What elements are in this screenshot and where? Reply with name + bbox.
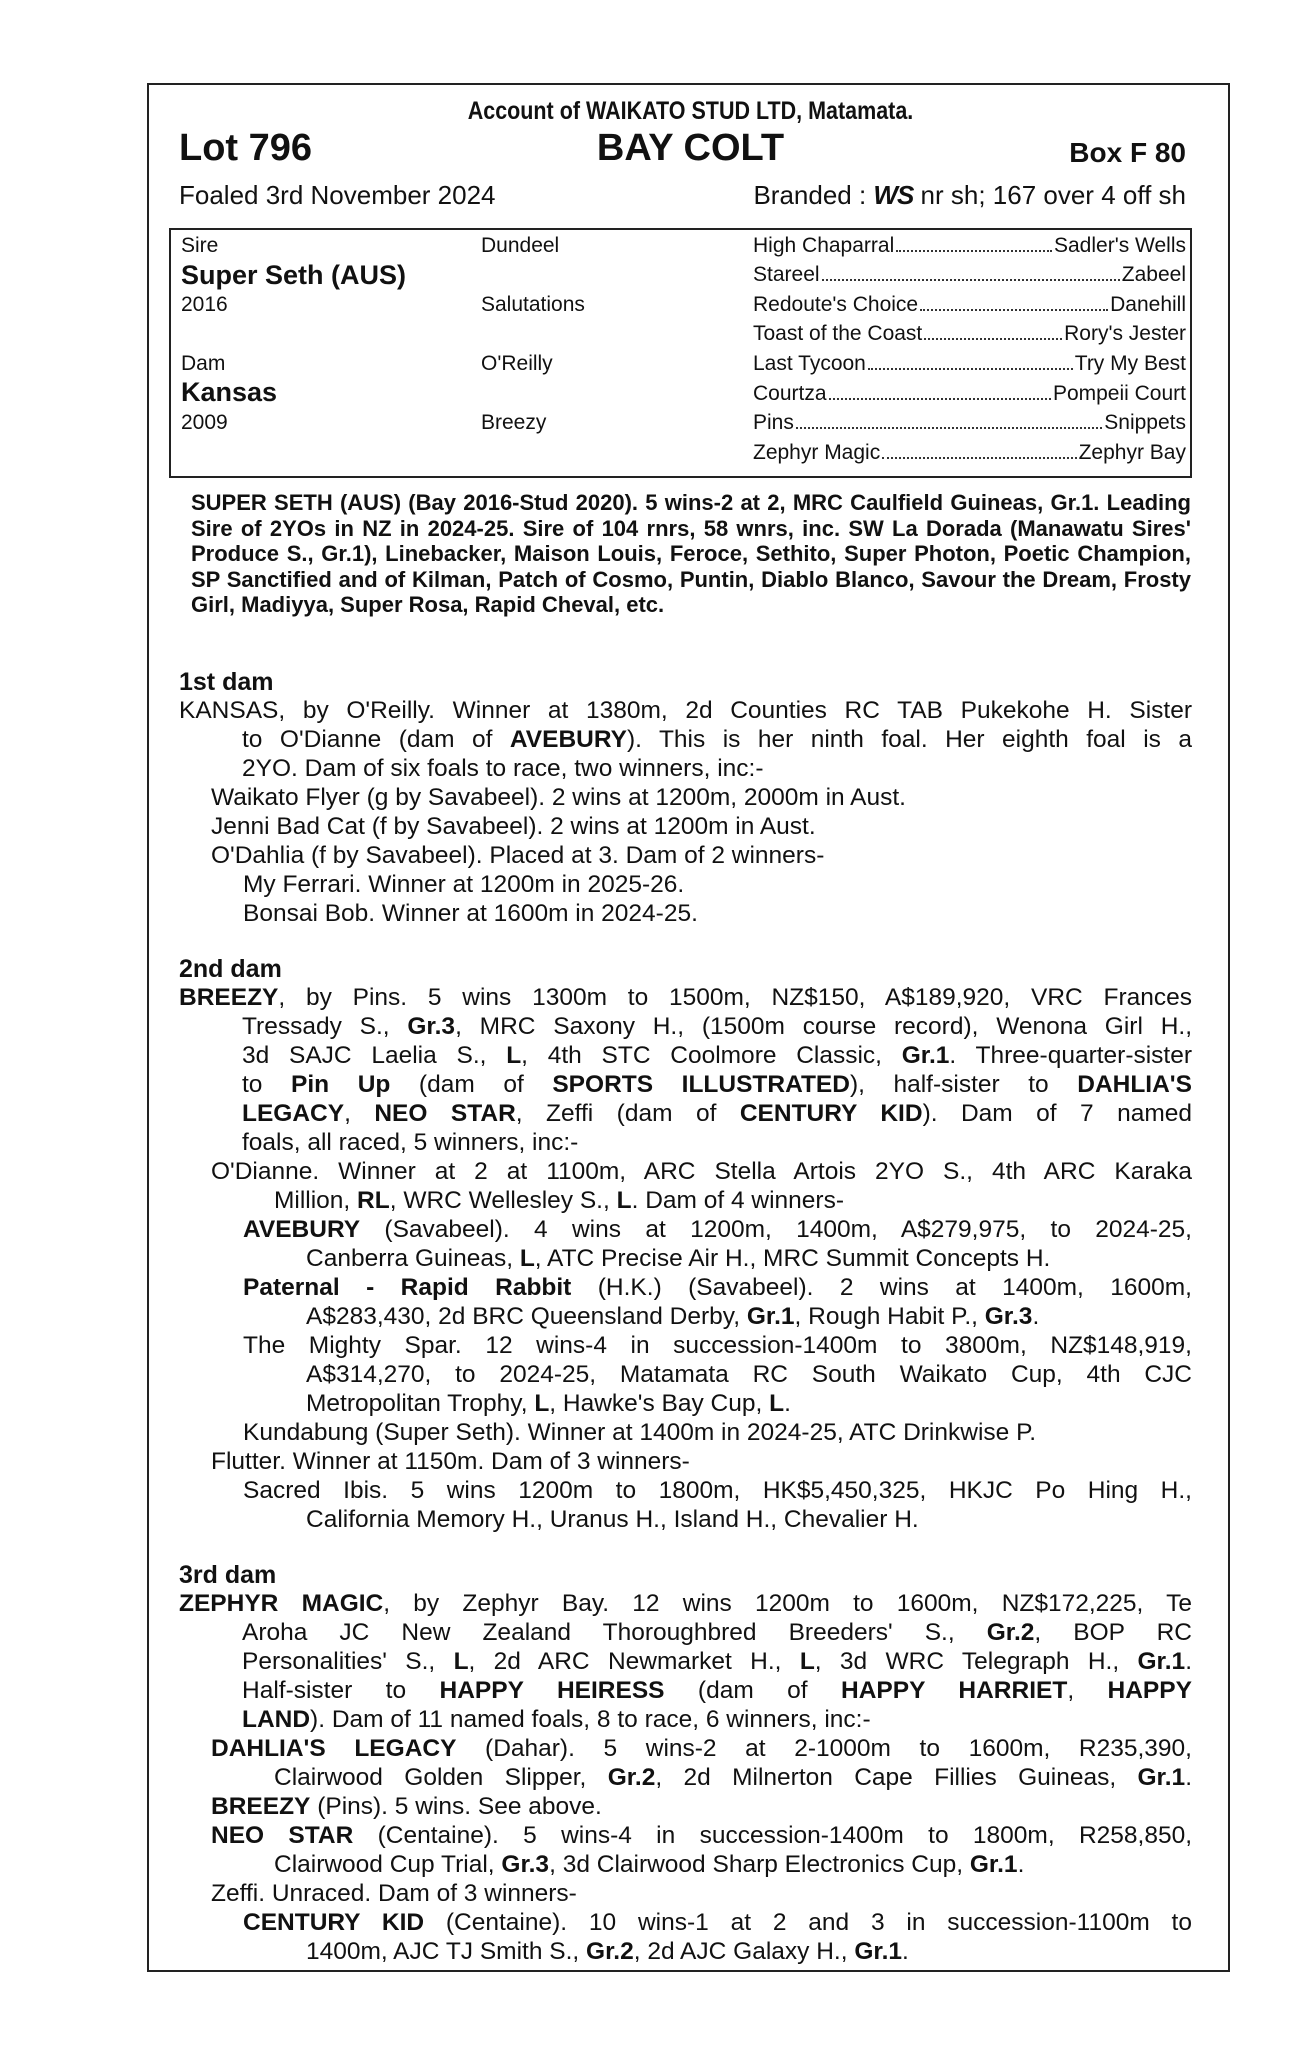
dam-year: 2009 — [181, 411, 228, 434]
grandparent-row: Stareel Zabeel — [753, 263, 1186, 286]
first-dam-grandprogeny: Bonsai Bob. Winner at 1600m in 2024-25. — [243, 900, 698, 927]
third-dam-progeny: DAHLIA'S LEGACY (Dahar). 5 wins-2 at 2-1000m to 1600m, R235,390, — [211, 1735, 1192, 1762]
second-dam-progeny: Flutter. Winner at 1150m. Dam of 3 winners- — [211, 1448, 690, 1475]
second-dam-grandprogeny: Metropolitan Trophy, L, Hawke's Bay Cup, L. — [306, 1390, 791, 1417]
dam-sire: O'Reilly — [481, 352, 553, 375]
catalogue-page — [147, 83, 1230, 1972]
second-dam-line: foals, all raced, 5 winners, inc:- — [242, 1129, 579, 1156]
second-dam-line: BREEZY, by Pins. 5 wins 1300m to 1500m, NZ$150, A$189,920, VRC Frances — [179, 984, 1192, 1011]
second-dam-line: to Pin Up (dam of SPORTS ILLUSTRATED), half-sister to DAHLIA'S — [242, 1071, 1192, 1098]
lot-number: Lot 796 — [179, 127, 313, 169]
foaled-date: Foaled 3rd November 2024 — [179, 180, 496, 210]
first-dam-line: KANSAS, by O'Reilly. Winner at 1380m, 2d Counties RC TAB Pukekohe H. Sister — [179, 697, 1192, 724]
first-dam-progeny: Waikato Flyer (g by Savabeel). 2 wins at 1200m, 2000m in Aust. — [211, 784, 906, 811]
grandparent-row: Toast of the Coast Rory's Jester — [753, 322, 1186, 345]
sire-summary: SUPER SETH (AUS) (Bay 2016-Stud 2020). 5 wins-2 at 2, MRC Caulfield Guineas, Gr.1. Leading Sire of 2YOs in NZ in 2024-25. Sire of 104 rnrs, 58 wnrs, inc. SW La Dorada (Manawatu Sires' Produce S., Gr.1), Linebacker, Maison Louis, Feroce, Sethito, Super Photon, Poetic Champion, SP Sanctified and of Kilman, Patch of Cosmo, Puntin, Diablo Blanco, Savour the Dream, Frosty Girl, Madiyya, Super Rosa, Rapid Cheval, etc. — [191, 490, 1191, 617]
first-dam-line: 2YO. Dam of six foals to race, two winners, inc:- — [242, 755, 764, 782]
sire-name: Super Seth (AUS) — [181, 260, 407, 290]
third-dam-grandprogeny: CENTURY KID (Centaine). 10 wins-1 at 2 and 3 in succession-1100m to — [243, 1909, 1192, 1936]
second-dam-grandprogeny: Sacred Ibis. 5 wins 1200m to 1800m, HK$5,450,325, HKJC Po Hing H., — [243, 1477, 1192, 1504]
third-dam-progeny: BREEZY (Pins). 5 wins. See above. — [211, 1793, 602, 1820]
third-dam-line: Personalities' S., L, 2d ARC Newmarket H., L, 3d WRC Telegraph H., Gr.1. — [242, 1648, 1192, 1675]
first-dam-progeny: Jenni Bad Cat (f by Savabeel). 2 wins at 1200m in Aust. — [211, 813, 816, 840]
box-number: Box F 80 — [1069, 137, 1186, 168]
grandparent-row: Last Tycoon Try My Best — [753, 352, 1186, 375]
third-dam-progeny: Clairwood Golden Slipper, Gr.2, 2d Milnerton Cape Fillies Guineas, Gr.1. — [274, 1764, 1192, 1791]
second-dam-grandprogeny: AVEBURY (Savabeel). 4 wins at 1200m, 1400m, A$279,975, to 2024-25, — [243, 1216, 1192, 1243]
second-dam-grandprogeny: A$283,430, 2d BRC Queensland Derby, Gr.1, Rough Habit P., Gr.3. — [306, 1303, 1040, 1330]
sire-label: Sire — [181, 234, 219, 257]
dam-label: Dam — [181, 352, 226, 375]
second-dam-grandprogeny: Paternal - Rapid Rabbit (H.K.) (Savabeel). 2 wins at 1400m, 1600m, — [243, 1274, 1192, 1301]
second-dam-grandprogeny: The Mighty Spar. 12 wins-4 in succession-1400m to 3800m, NZ$148,919, — [243, 1332, 1192, 1359]
second-dam-line: Tressady S., Gr.3, MRC Saxony H., (1500m course record), Wenona Girl H., — [242, 1013, 1192, 1040]
second-dam-line: 3d SAJC Laelia S., L, 4th STC Coolmore Classic, Gr.1. Three-quarter-sister — [242, 1042, 1193, 1069]
branded-info: Branded : WS nr sh; 167 over 4 off sh — [753, 180, 1186, 210]
third-dam-line: LAND). Dam of 11 named foals, 8 to race, 6 winners, inc:- — [242, 1706, 871, 1733]
third-dam-grandprogeny: 1400m, AJC TJ Smith S., Gr.2, 2d AJC Galaxy H., Gr.1. — [306, 1938, 909, 1965]
sire-sire: Dundeel — [481, 234, 560, 257]
grandparent-row: Redoute's Choice Danehill — [753, 293, 1186, 316]
grandparent-row: Zephyr Magic Zephyr Bay — [753, 441, 1186, 464]
first-dam-heading: 1st dam — [179, 668, 274, 696]
horse-title: BAY COLT — [596, 127, 785, 169]
second-dam-grandprogeny: A$314,270, to 2024-25, Matamata RC South Waikato Cup, 4th CJC — [306, 1361, 1192, 1388]
third-dam-line: Aroha JC New Zealand Thoroughbred Breeders' S., Gr.2, BOP RC — [242, 1619, 1192, 1646]
grandparent-row: Courtza Pompeii Court — [753, 382, 1186, 405]
dam-name: Kansas — [181, 377, 278, 407]
sire-dam: Salutations — [481, 293, 585, 316]
first-dam-grandprogeny: My Ferrari. Winner at 1200m in 2025-26. — [243, 871, 685, 898]
third-dam-progeny: NEO STAR (Centaine). 5 wins-4 in succession-1400m to 1800m, R258,850, — [211, 1822, 1193, 1849]
second-dam-progeny: O'Dianne. Winner at 2 at 1100m, ARC Stella Artois 2YO S., 4th ARC Karaka — [211, 1158, 1192, 1185]
second-dam-line: LEGACY, NEO STAR, Zeffi (dam of CENTURY KID). Dam of 7 named — [242, 1100, 1193, 1127]
pedigree-table — [169, 228, 1192, 478]
second-dam-progeny: Million, RL, WRC Wellesley S., L. Dam of 4 winners- — [274, 1187, 844, 1214]
grandparent-row: High Chaparral Sadler's Wells — [753, 234, 1186, 257]
sire-year: 2016 — [181, 293, 228, 316]
second-dam-heading: 2nd dam — [179, 955, 282, 983]
third-dam-progeny: Zeffi. Unraced. Dam of 3 winners- — [211, 1880, 577, 1907]
third-dam-heading: 3rd dam — [179, 1561, 277, 1589]
first-dam-progeny: O'Dahlia (f by Savabeel). Placed at 3. Dam of 2 winners- — [211, 842, 825, 869]
first-dam-line: to O'Dianne (dam of AVEBURY). This is her ninth foal. Her eighth foal is a — [242, 726, 1192, 753]
second-dam-grandprogeny: Kundabung (Super Seth). Winner at 1400m in 2024-25, ATC Drinkwise P. — [243, 1419, 1037, 1446]
second-dam-grandprogeny: California Memory H., Uranus H., Island H., Chevalier H. — [306, 1506, 919, 1533]
dam-dam: Breezy — [481, 411, 547, 434]
account-line: Account of WAIKATO STUD LTD, Matamata. — [467, 97, 914, 125]
grandparent-row: Pins Snippets — [753, 411, 1186, 434]
brand-mark: WS — [873, 180, 914, 210]
third-dam-line: ZEPHYR MAGIC, by Zephyr Bay. 12 wins 1200m to 1600m, NZ$172,225, Te — [179, 1590, 1193, 1617]
third-dam-progeny: Clairwood Cup Trial, Gr.3, 3d Clairwood Sharp Electronics Cup, Gr.1. — [274, 1851, 1025, 1878]
second-dam-grandprogeny: Canberra Guineas, L, ATC Precise Air H., MRC Summit Concepts H. — [306, 1245, 1051, 1272]
third-dam-line: Half-sister to HAPPY HEIRESS (dam of HAPPY HARRIET, HAPPY — [242, 1677, 1192, 1704]
